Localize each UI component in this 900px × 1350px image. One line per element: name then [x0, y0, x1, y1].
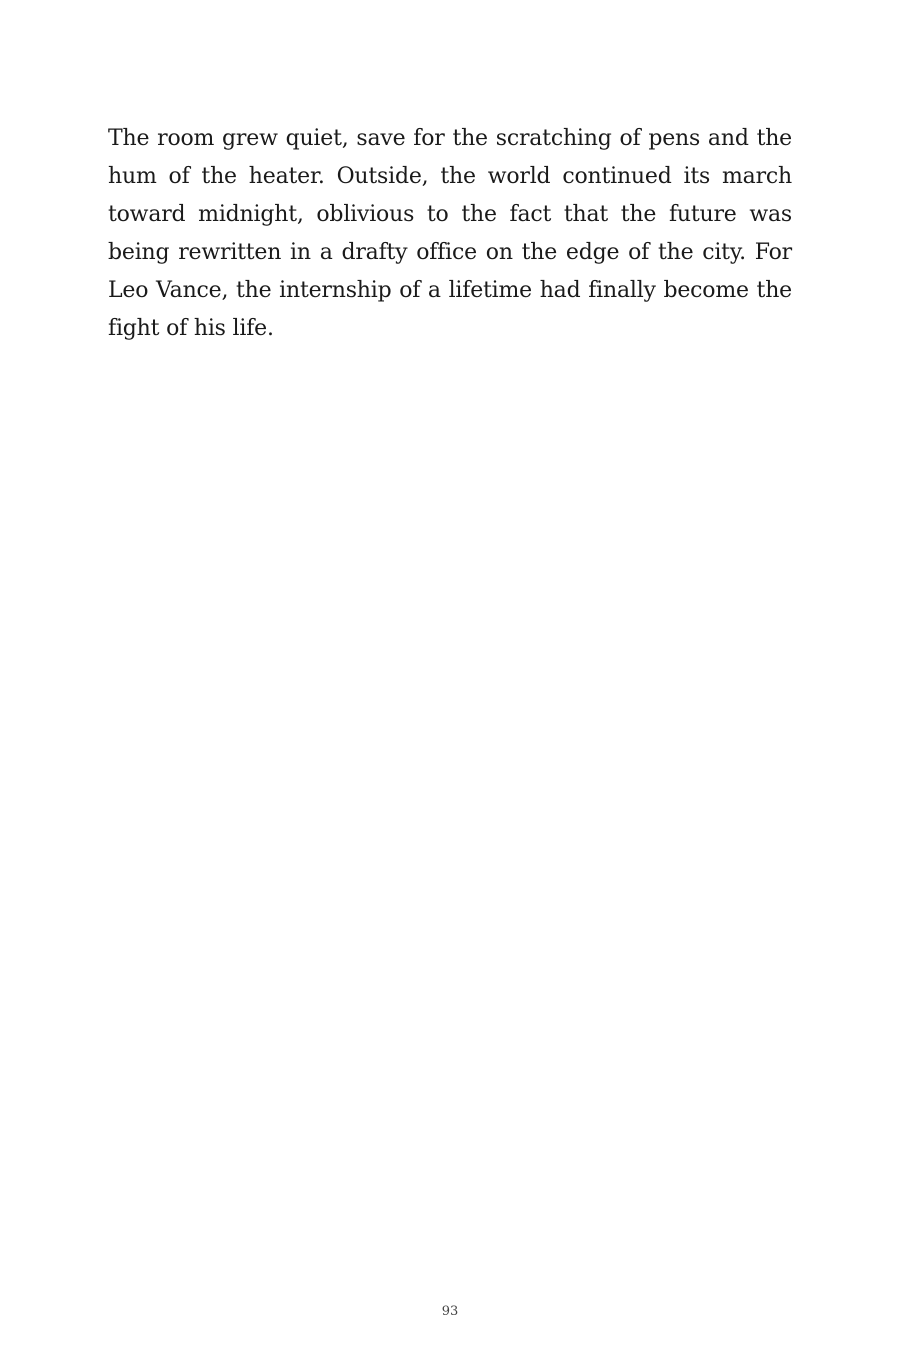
body-paragraph: The room grew quiet, save for the scratching of pens and the hum of the heater. Outside, the world continued its march toward midnight, oblivious to the fact that the future was being rewritten in a drafty office on the edge of the city. For Leo Vance, the internship of a lifetime had finally become the fight of his life. — [108, 126, 792, 341]
page-number: 93 — [441, 1304, 459, 1319]
